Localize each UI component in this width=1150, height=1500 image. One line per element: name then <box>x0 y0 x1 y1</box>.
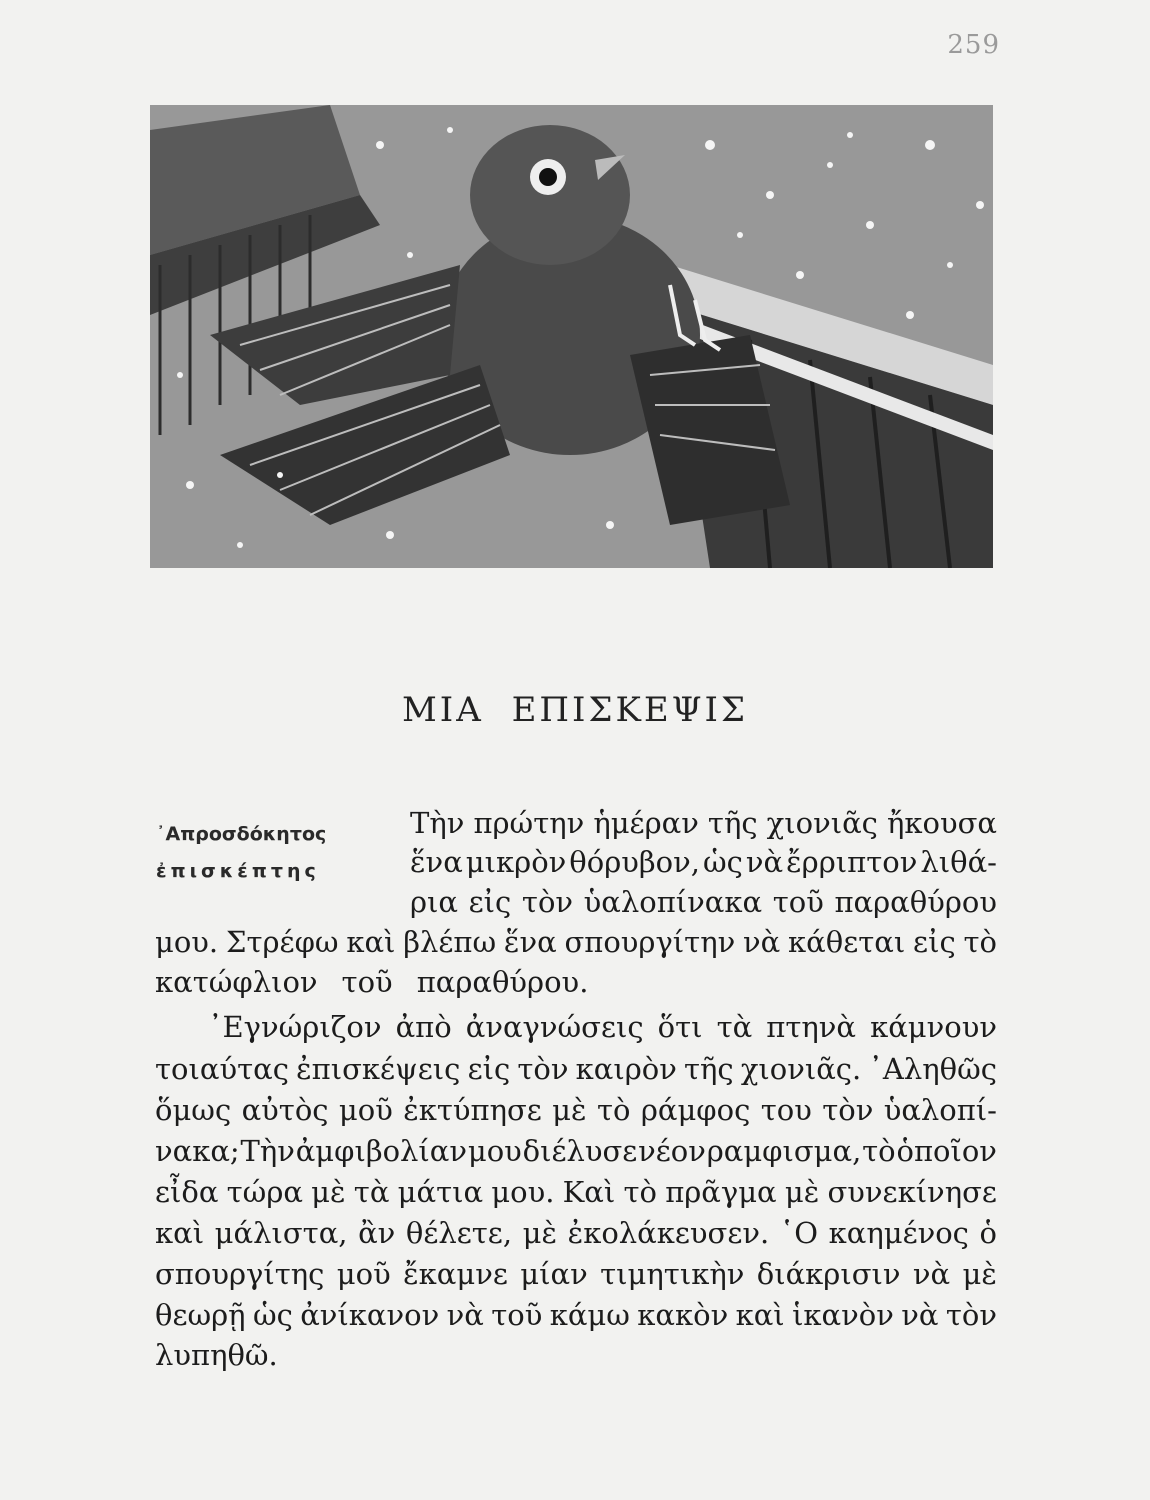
chapter-title: ΜΙΑ ΕΠΙΣΚΕΨΙΣ <box>401 690 749 730</box>
text-line: ρια εἰς τὸν ὑαλοπίνακα τοῦ παραθύρου <box>410 885 997 919</box>
text-line: σπουργίτης μοῦ ἔκαμνε μίαν τιμητικὴν διάκρισιν νὰ μὲ <box>155 1257 997 1291</box>
text-line: Τὴν πρώτην ἡμέραν τῆς χιονιᾶς ἤκουσα <box>410 806 997 840</box>
text-line: εἶδα τώρα μὲ τὰ μάτια μου. Καὶ τὸ πρᾶγμα μὲ συνεκίνησε <box>155 1175 997 1209</box>
text-line: καὶ μάλιστα, ἂν θέλετε, μὲ ἐκολάκευσεν. ῾Ο καημένος ὁ <box>155 1216 997 1250</box>
text-line: νακα; Τὴν ἀμφιβολίαν μου διέλυσε νέον ραμφισμα, τὸ ὁποῖον <box>155 1134 997 1168</box>
text-line: θεωρῇ ὡς ἀνίκανον νὰ τοῦ κάμω κακὸν καὶ ἱκανὸν νὰ τὸν <box>155 1298 997 1332</box>
text-line: ὅμως αὐτὸς μοῦ ἐκτύπησε μὲ τὸ ράμφος του τὸν ὑαλοπί- <box>155 1093 997 1127</box>
sparrow-illustration <box>150 105 993 568</box>
margin-note-line1: ᾿Απροσδόκητος <box>156 823 327 845</box>
page-number: 259 <box>947 30 1000 60</box>
text-line: ᾿Εγνώριζον ἀπὸ ἀναγνώσεις ὅτι τὰ πτηνὰ κάμνουν <box>208 1010 997 1044</box>
margin-note-line2: ἐπισκέπτης <box>156 860 320 882</box>
text-line: μου. Στρέφω καὶ βλέπω ἕνα σπουργίτην νὰ κάθεται εἰς τὸ <box>155 925 997 959</box>
text-line: λυπηθῶ. <box>155 1338 278 1372</box>
text-line: κατώφλιον τοῦ παραθύρου. <box>155 965 589 999</box>
text-line: ἕνα μικρὸν θόρυβον, ὡς νὰ ἔρριπτον λιθά- <box>410 845 997 879</box>
text-line: τοιαύτας ἐπισκέψεις εἰς τὸν καιρὸν τῆς χιονιᾶς. ᾿Αληθῶς <box>155 1052 997 1086</box>
margin-note <box>156 816 326 890</box>
